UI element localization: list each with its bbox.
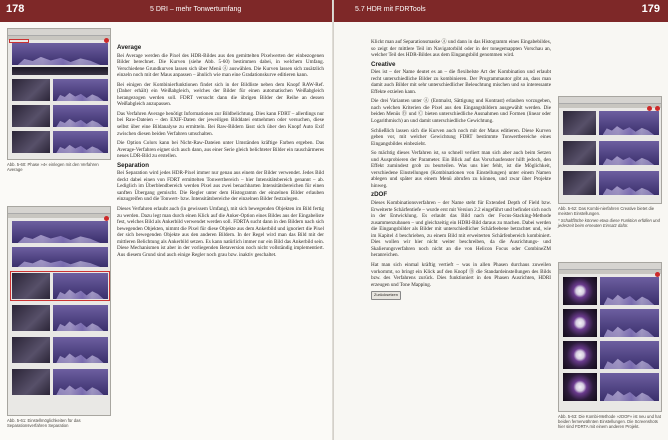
- highlight-marker: [9, 39, 29, 43]
- flower-thumbnail: [563, 277, 597, 305]
- paragraph: Bei einigen der Kombinierfunktionen findet sich in der Bildliste neben dem Knopf RAW-Ref. (Daher erhält) ein Weißabgleich, welches der Bilder für einen automatischen Weißabgleich herangezogen werden soll. FDRT versucht dann die übrigen Bilder der Reihe an dessen Weißabgleich anzupassen.: [117, 81, 324, 108]
- reset-button-illustration: Zurücksetzen: [371, 291, 401, 300]
- curve-strip: [12, 67, 108, 75]
- section-heading-creative: Creative: [371, 60, 396, 68]
- screenshot-titlebar: [559, 263, 661, 270]
- histogram-panel: [53, 369, 108, 395]
- right-caption-bottom: Abb. 5-63: Die Kombi-Methode »zDOF« ist neu und hat beiden fernerwähnten Einstellungen. Die Screenshots hier sind FDRTA mit einem anderen Projekt.: [558, 414, 661, 430]
- left-page-number: 178: [6, 3, 25, 15]
- average-screenshot: [7, 28, 111, 160]
- separation-screenshot: [7, 206, 111, 416]
- marker-badge-a: [655, 106, 660, 111]
- left-text-column: [117, 42, 324, 261]
- left-chapter-title: 5 DRI – mehr Tonwertumfang: [150, 6, 242, 13]
- histogram-panel: [600, 309, 659, 337]
- right-chapter-title: 5.7 HDR mit FDRTools: [355, 6, 426, 13]
- right-text-column: [371, 39, 551, 300]
- section-heading-zdof: zDOF: [371, 191, 388, 199]
- image-thumbnail: [563, 171, 596, 195]
- histogram-panel: [599, 171, 659, 195]
- histogram-panel: [599, 111, 659, 135]
- image-thumbnail: [12, 369, 50, 395]
- marker-badge: [104, 38, 109, 43]
- image-thumbnail: [12, 79, 50, 101]
- screenshot-titlebar: [8, 29, 110, 36]
- histogram-panel: [600, 277, 659, 305]
- histogram-panel: [600, 373, 659, 401]
- histogram-panel: [53, 105, 108, 127]
- histogram-panel: [53, 305, 108, 331]
- marker-badge: [104, 216, 109, 221]
- right-caption-top: Abb. 5-62: Das Kombi-nierfahren Creative bietet die meisten Einstellungen.: [558, 206, 655, 217]
- screenshot-titlebar: [8, 207, 110, 214]
- screenshot-tabbar: [559, 270, 661, 274]
- paragraph: Hat man sich einmal kräftig vertieft – was in allen Phasen durchaus zuweilen vorkommt, so bringt ein Klick auf den Knopf Ⓑ die Standardeinstellungen des Bilds bzw. des Verfahrens zurück. Dies funktioniert in den Phasen Ausrichten, HDRI erzeugen und Tone Mapping.: [371, 261, 551, 288]
- screenshot-tabbar: [559, 104, 661, 108]
- marker-badge-b: [647, 106, 652, 111]
- screenshot-tabbar: [8, 214, 110, 218]
- marker-badge: [655, 272, 660, 277]
- paragraph: Bei Average werden die Pixel des HDR-Bildes aus den gemittelten Pixelwerten der einbezogenen Bilder berechnet. Die Kurven (siehe Abb. 5-60) bestimmen dabei, in welchem Umfang. Verschiedene Grundkurven lassen sich über Menü Ⓐ auswählen. Die Kurven lassen sich zusätzlich einzeln noch mit der Maus anpassen – ähnlich wie man eine Gradationskurve editieren kann.: [117, 52, 324, 79]
- image-thumbnail: [12, 337, 50, 363]
- histogram-panel: [599, 141, 659, 165]
- image-thumbnail: [12, 131, 50, 153]
- left-caption-bottom: Abb. 5-61: Einstellmöglichkeiten für das Separationsverfahren Separation: [7, 418, 81, 429]
- flower-thumbnail: [563, 309, 597, 337]
- paragraph: Die drei Varianten unter Ⓐ (Entmalst, Sättigung und Kontrast) erlauben vorzugeben, nach welchen Kriterien die Pixel aus den Eingangsbildern ausgewählt werden. Die beiden Menüs Ⓑ und Ⓒ bieten unterschiedliche Ausnahmen und Formen (linear oder Logarithmisch) an und damit unterschiedliche Gewichtung.: [371, 98, 551, 125]
- paragraph: Dieses Kombinationsverfahren – der Name steht für Extended Depth of Field bzw. Erweiterte Schärfentiefe – wurde erst mit Version 2.2 eingeführt und befindet sich noch in der Entwicklung. Es erlaubt das Bild nach der Focus-Stacking-Methode zusammenzubauen – und gleichzeitig ein HDRI-Bild daraus zu machen. Dabei werden die Eingangsbilder als Bilder mit unterschiedlicher Schärfeebene betrachtet und, wie im Kapitel 4 beschrieben, zu einem Bild mit erweiterten Schärfenbereich kombiniert. Dies wollen wir hier nicht weiter beschreiben, da die Ausrichtungs- und Skalierungsverfahren noch nicht an die von Helicon Focus oder CombineZM heranreichen.: [371, 200, 551, 259]
- image-thumbnail: [12, 105, 50, 127]
- left-caption-top: Abb. 5-60: Phase »4« einlegen mit den Verfahren Average: [7, 162, 99, 173]
- paragraph: Das Verfahren Average benötigt Informationen zur Bildbelichtung. Dies kann FDRT – allerdings nur bei Raw-Dateien – den EXIF-Daten der jeweiligen Bilddatei entnehmen oder versuchen, diese selbst über eine Bildanalyse zu ermitteln. Bei Raw-Bildern lässt sich über den Knopf Auto Exif zwischen diesen beiden Verfahren umschalten.: [117, 110, 324, 137]
- right-page-number: 179: [641, 3, 660, 15]
- histogram-panel: [53, 79, 108, 101]
- image-thumbnail: [563, 141, 596, 165]
- paragraph: So mächtig dieses Verfahren ist, so schnell verliert man sich aber auch beim Setzen und Ausprobieren der Parameter. Ein Blick auf das Vorschaufenster hilft jedoch, den Effekt zumindest grob zu beurteilen. Was uns hier fehlt, ist die Möglichkeit, verschiedene Einstellungen (Kombinationen von Einstellungen) unter einem Namen ablegen und später aus einem Menü abrufen zu können, und zwar über Projekte hinweg.: [371, 150, 551, 189]
- histogram-panel: [600, 341, 659, 369]
- screenshot-titlebar: [559, 97, 661, 104]
- reset-button-inline: [371, 291, 551, 300]
- histogram-panel: [12, 43, 108, 65]
- histogram-panel: [53, 337, 108, 363]
- zdof-screenshot: [558, 262, 662, 412]
- paragraph: Die Option Colors kann bei Nicht-Raw-Dateien unter Umständen kräftige Farben ergeben. Das Average-Verfahren eignet sich auch dann, aus einer Serie gleich belichteter Bilder ein rauschärmeres neues LDR-Bild zu erstellen.: [117, 140, 325, 160]
- section-heading-average: Average: [117, 44, 142, 51]
- creative-screenshot: [558, 96, 662, 204]
- histogram-panel: [12, 221, 108, 243]
- histogram-panel: [12, 247, 108, 267]
- histogram-panel: [53, 131, 108, 153]
- paragraph: Bei Separation wird jedes HDR-Pixel immer nur genau aus einem der Bilder verwendet. Jedes Bild deckt dabei einen von FDRT ermittelten Tonwertbereich – hier Intensitätsbereich genannt – ab. Lediglich im Überblendbereich werden Pixel aus zwei benachbarten Intensitätsbereichen für einen sanften Übergang gemischt. Die Regler unter dem Histogramm der einzelnen Bilder erlauben einzugreifen und die Tonwert- bzw. Intensitätsbereiche der einzelnen Bilder festzulegen.: [117, 170, 324, 203]
- paragraph: Dieses Verfahren erlaubt auch (in gewissem Umfang), mit sich bewegenden Objekten im Bild fertig zu werden. Dazu legt man durch einen Klick auf die Anker-Option eines Bildes aus der Eingabeliste fest, welches Bild als Ankerbild verwendet werden soll. FDRTA sucht dann in den Bildern nach sich bewegenden Objekten, nimmt die Pixel für diese Objekte aus dem Ankerbild und ignoriert die Pixel der sich bewegenden Objekte aus den anderen Bildern. In der Regel wird man das Bild mit der mittleren Belichtung als Ankerbild setzen. Es kann natürlich immer nur ein Bild das Ankerbild sein. Diese Mechanismen ist aber in der vorliegenden Betaversion noch nicht vollständig implementiert. Aus diesem Grund sind auch einige Regler noch grau bzw. inaktiv geschaltet.: [117, 206, 324, 258]
- section-heading-separation: Separation: [117, 161, 149, 169]
- left-page-header: [0, 0, 334, 22]
- paragraph: Dies ist – der Name deutet es an – die flexibelste Art der Kombination und erlaubt recht unterschiedliche Bilder zu kombinieren. Der Programmautor gibt an, dass man damit auch Bilder mit sehr unterschiedlicher Beleuchtung mischen und so interessante Effekte erzielen kann.: [371, 69, 551, 95]
- right-page: [334, 0, 668, 440]
- image-thumbnail: [563, 111, 596, 135]
- flower-thumbnail: [563, 341, 597, 369]
- paragraph: Schließlich lassen sich die Kurven auch noch mit der Maus editieren. Diese Kurven geben vor, mit welcher Gewichtung FDRT bestimmte Tonwertbereiche eines Eingangsbildes einbezieht.: [371, 127, 551, 147]
- highlight-marker: [10, 271, 110, 301]
- flower-thumbnail: [563, 373, 597, 401]
- right-page-header: [334, 0, 668, 22]
- image-thumbnail: [12, 305, 50, 331]
- right-caption-note: * Schaltfläche können etwa diese Funktion erfüllen und jederzeit beim erneuten Einsatz dafür.: [558, 218, 660, 229]
- paragraph: Klickt man auf Separationsmaske Ⓐ und dann in das Histogramm eines Eingabebildes, so zeigt der mittlere Teil im Navigatorbild oder in der tonegemappten Vorschau an, welcher Teil des HDR-Bildes aus dem Eingangsbild genommen wird.: [371, 39, 551, 59]
